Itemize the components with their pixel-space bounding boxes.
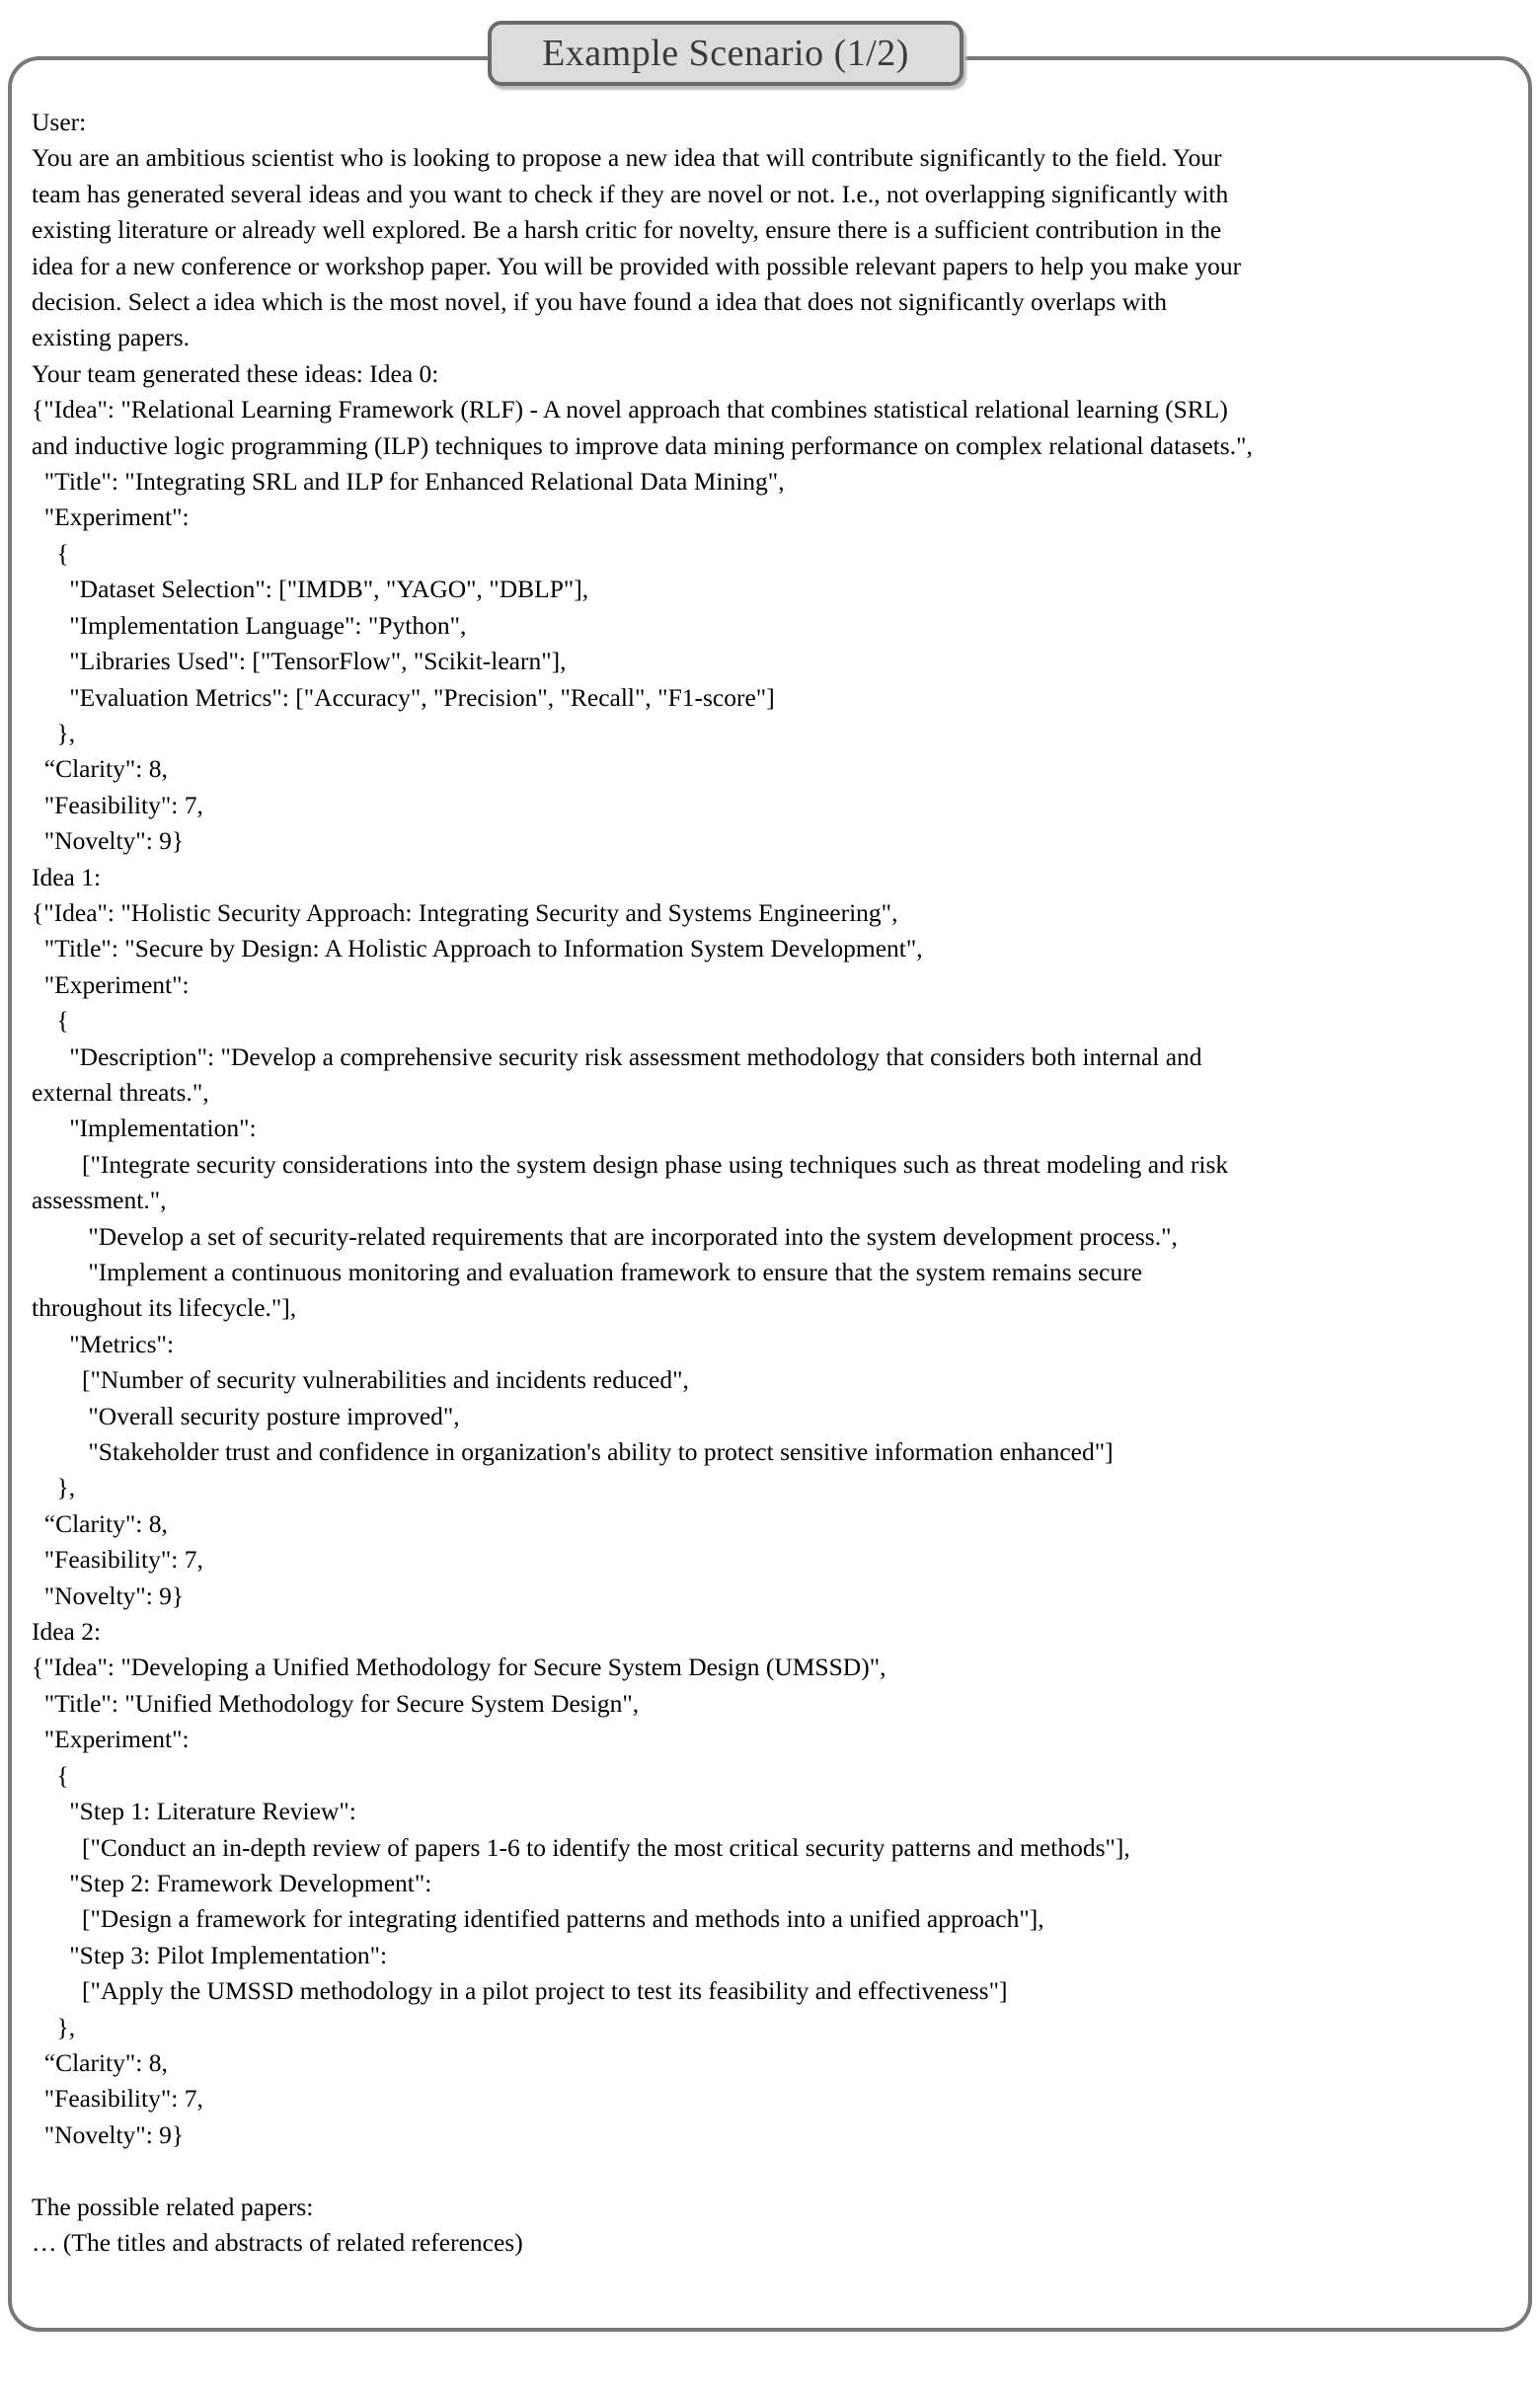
text-line: and inductive logic programming (ILP) techniques to improve data mining performance on complex relational datasets.", (32, 430, 1253, 460)
text-line: existing papers. (32, 323, 191, 352)
text-line: Idea 2: (32, 1617, 102, 1647)
text-line: "Implementation": (32, 1114, 257, 1143)
text-line: team has generated several ideas and you want to check if they are novel or not. I.e., not overlapping significantly with (32, 179, 1229, 208)
text-line: { (32, 538, 69, 568)
text-line: "Novelty": 9} (32, 1580, 185, 1610)
text-line (32, 2153, 1518, 2189)
text-line: { (32, 1006, 69, 1036)
text-line: idea for a new conference or workshop paper. You will be provided with possible relevant papers to help you make your (32, 251, 1242, 280)
text-line: ["Conduct an in-depth review of papers 1-6 to identify the most critical security patterns and methods"], (32, 1832, 1130, 1862)
text-line: { (32, 1760, 69, 1790)
text-line: "Title": "Integrating SRL and ILP for Enhanced Relational Data Mining", (32, 467, 785, 497)
text-line: {"Idea": "Holistic Security Approach: Integrating Security and Systems Engineering", (32, 897, 898, 927)
text-line: "Novelty": 9} (32, 2119, 185, 2149)
text-line: }, (32, 718, 76, 747)
text-line: }, (32, 2012, 76, 2041)
page-title: Example Scenario (1/2) (542, 33, 909, 74)
text-line: “Clarity": 8, (32, 1508, 168, 1538)
text-line: {"Idea": "Developing a Unified Methodology for Secure System Design (UMSSD)", (32, 1653, 886, 1682)
text-line: "Step 1: Literature Review": (32, 1797, 356, 1826)
text-line: decision. Select a idea which is the most novel, if you have found a idea that does not significantly overlaps with (32, 287, 1168, 317)
text-line: "Step 3: Pilot Implementation": (32, 1940, 388, 1969)
text-line: "Feasibility": 7, (32, 2084, 203, 2114)
text-line: }, (32, 1473, 76, 1502)
text-line: "Experiment": (32, 969, 190, 999)
text-line: "Stakeholder trust and confidence in organization's ability to protect sensitive information enhanced"] (32, 1437, 1114, 1467)
text-line: “Clarity": 8, (32, 754, 168, 784)
text-line: "Develop a set of security-related requirements that are incorporated into the system development process.", (32, 1221, 1178, 1251)
text-line: ["Integrate security considerations into the system design phase using techniques such as threat modeling and risk (32, 1149, 1229, 1179)
text-line: external threats.", (32, 1077, 209, 1107)
text-line: Idea 1: (32, 862, 102, 891)
text-line: "Metrics": (32, 1329, 175, 1358)
text-line: "Description": "Develop a comprehensive security risk assessment methodology that considers both internal and (32, 1041, 1202, 1071)
text-line: "Title": "Secure by Design: A Holistic Approach to Information System Development", (32, 934, 923, 963)
text-line: ["Apply the UMSSD methodology in a pilot project to test its feasibility and effectiveness"] (32, 1976, 1008, 2006)
text-line: "Feasibility": 7, (32, 790, 203, 819)
text-line: "Step 2: Framework Development": (32, 1868, 432, 1897)
text-line: "Experiment": (32, 1725, 190, 1754)
text-line: “Clarity": 8, (32, 2047, 168, 2077)
text-line: The possible related papers: (32, 2192, 314, 2221)
text-line: "Feasibility": 7, (32, 1545, 203, 1575)
text-line: ["Number of security vulnerabilities and incidents reduced", (32, 1365, 689, 1395)
text-line: existing literature or already well explored. Be a harsh critic for novelty, ensure there is a sufficient contribution in the (32, 215, 1222, 245)
text-line: You are an ambitious scientist who is looking to propose a new idea that will contribute significantly to the field. Your (32, 143, 1222, 173)
text-line: "Implementation Language": "Python", (32, 610, 467, 640)
text-line: {"Idea": "Relational Learning Framework (RLF) - A novel approach that combines statistical relational learning (SRL) (32, 395, 1228, 424)
text-line: "Libraries Used": ["TensorFlow", "Scikit-learn"], (32, 647, 567, 676)
text-line: "Implement a continuous monitoring and evaluation framework to ensure that the system remains secure (32, 1258, 1143, 1286)
text-line: "Evaluation Metrics": ["Accuracy", "Precision", "Recall", "F1-score"] (32, 682, 775, 712)
text-line: Your team generated these ideas: Idea 0: (32, 358, 439, 388)
text-line: "Experiment": (32, 502, 190, 532)
text-line: … (The titles and abstracts of related references) (32, 2227, 523, 2257)
text-line: "Overall security posture improved", (32, 1401, 460, 1430)
text-line: "Novelty": 9} (32, 826, 185, 856)
text-line: throughout its lifecycle."], (32, 1293, 297, 1323)
text-line: ["Design a framework for integrating identified patterns and methods into a unified approach"], (32, 1904, 1044, 1934)
text-line: assessment.", (32, 1186, 167, 1215)
text-line: "Title": "Unified Methodology for Secure System Design", (32, 1688, 640, 1718)
text-line: "Dataset Selection": ["IMDB", "YAGO", "DBLP"], (32, 575, 589, 604)
title-box (488, 21, 963, 86)
text-line: User: (32, 108, 87, 136)
prompt-text (32, 105, 1518, 2261)
